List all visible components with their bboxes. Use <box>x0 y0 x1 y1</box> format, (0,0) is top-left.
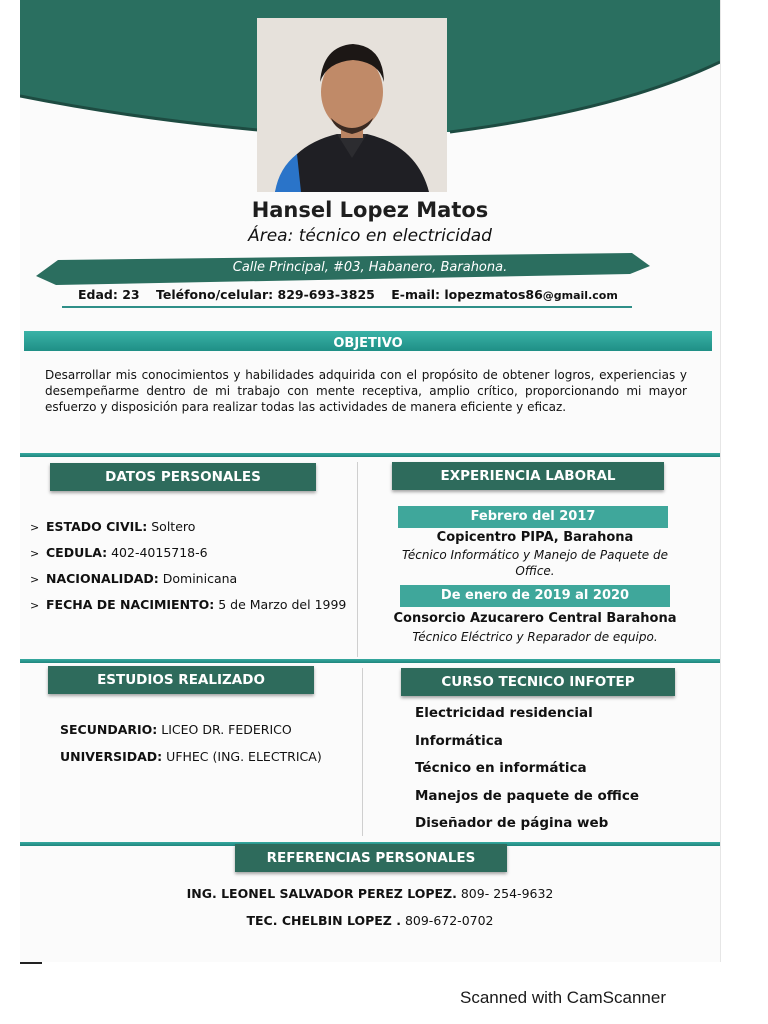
list-item: > FECHA DE NACIMIENTO: 5 de Marzo del 1999 <box>30 597 347 612</box>
list-item: > ESTADO CIVIL: Soltero <box>30 519 196 534</box>
reference-item: TEC. CHELBIN LOPEZ . 809-672-0702 <box>246 913 494 928</box>
course-item: Informática <box>415 733 503 749</box>
column-divider <box>362 668 363 836</box>
objective-text: Desarrollar mis conocimientos y habilidades adquirida con el propósito de obtener logros, experiencias y desempeñarme dentro de mi trabajo con mente receptiva, amplio crítico, proporcionando mi mayor esfuerzo y disposición para realizar todas las actividades de manera eficiente y eficaz. <box>45 368 687 414</box>
reference-item: ING. LEONEL SALVADOR PEREZ LOPEZ. 809- 254-9632 <box>186 886 554 901</box>
profile-photo <box>257 18 447 192</box>
email: lopezmatos86@gmail.com <box>444 287 618 302</box>
arrow-icon: > <box>30 521 40 534</box>
section-divider <box>20 453 720 457</box>
job-role: Técnico Informático y Manejo de Paquete de <box>401 548 668 562</box>
estudios-heading: ESTUDIOS REALIZADO <box>48 666 314 694</box>
age: 23 <box>122 287 140 302</box>
list-item: > CEDULA: 402-4015718-6 <box>30 545 208 560</box>
cursos-heading: CURSO TECNICO INFOTEP <box>401 668 675 696</box>
job-period: De enero de 2019 al 2020 <box>400 585 670 607</box>
scan-edge <box>20 962 42 964</box>
phone: 829-693-3825 <box>277 287 375 302</box>
experiencia-heading: EXPERIENCIA LABORAL <box>392 462 664 490</box>
contact-line: Edad: 23 Teléfono/celular: 829-693-3825 E-mail: lopezmatos86@gmail.com <box>78 287 618 302</box>
course-item: Diseñador de página web <box>415 815 609 831</box>
job-role: Office. <box>515 564 555 578</box>
arrow-icon: > <box>30 599 40 612</box>
arrow-icon: > <box>30 573 40 586</box>
datos-personales-heading: DATOS PERSONALES <box>50 463 316 491</box>
job-company: Copicentro PIPA, Barahona <box>436 530 634 545</box>
person-portrait-icon <box>257 18 447 192</box>
referencias-heading: REFERENCIAS PERSONALES <box>235 844 507 872</box>
column-divider <box>357 462 358 657</box>
camscanner-watermark: Scanned with CamScanner <box>460 988 667 1007</box>
job-role: Técnico Eléctrico y Reparador de equipo. <box>412 630 658 644</box>
section-divider <box>20 659 720 663</box>
person-name: Hansel Lopez Matos <box>251 198 489 222</box>
divider <box>62 306 632 308</box>
list-item: > NACIONALIDAD: Dominicana <box>30 571 238 586</box>
list-item: UNIVERSIDAD: UFHEC (ING. ELECTRICA) <box>60 749 322 764</box>
objective-title: OBJETIVO <box>333 336 403 351</box>
address: Calle Principal, #03, Habanero, Barahona. <box>232 260 508 275</box>
person-area: Área: técnico en electricidad <box>248 226 492 246</box>
list-item: SECUNDARIO: LICEO DR. FEDERICO <box>60 722 292 737</box>
job-company: Consorcio Azucarero Central Barahona <box>393 611 677 626</box>
course-item: Técnico en informática <box>415 760 587 776</box>
course-item: Manejos de paquete de office <box>415 788 639 804</box>
resume-page <box>20 0 721 962</box>
job-period: Febrero del 2017 <box>398 506 668 528</box>
arrow-icon: > <box>30 547 40 560</box>
course-item: Electricidad residencial <box>415 705 593 721</box>
